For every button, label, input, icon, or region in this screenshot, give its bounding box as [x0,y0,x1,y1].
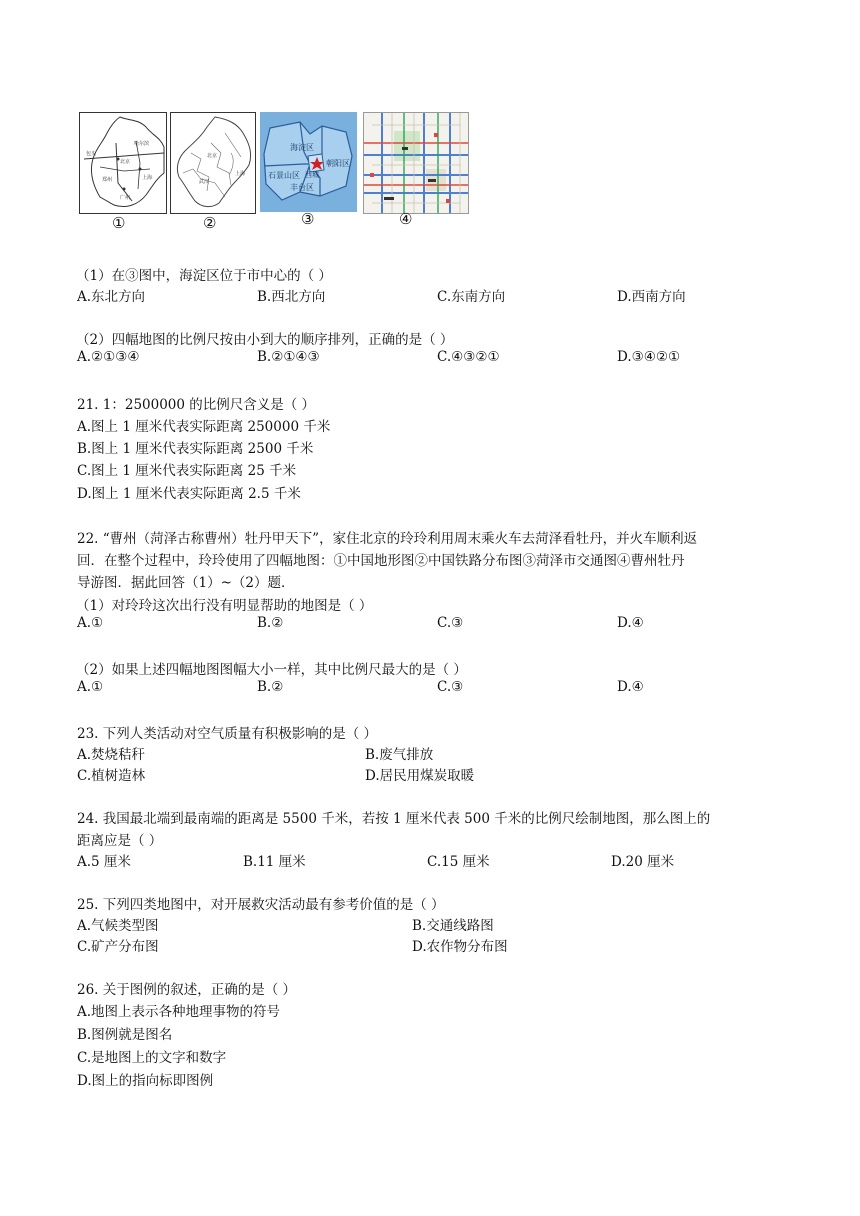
q20-sub1-option-c[interactable]: C.东南方向 [437,289,506,305]
q26-option-c[interactable]: C.是地图上的文字和数字 [77,1050,227,1066]
q22-sub2-stem: （2）如果上述四幅地图图幅大小一样，其中比例尺最大的是（ ） [76,662,467,678]
map3-label-haidian: 海淀区 [290,143,314,152]
q23-option-d[interactable]: D.居民用煤炭取暖 [365,768,475,784]
q23-option-a[interactable]: A.焚烧秸秆 [77,747,146,763]
q20-sub2-option-b[interactable]: B.②①④③ [257,349,320,365]
q22-stem-line-1: 22. “曹州（菏泽古称曹州）牡丹甲天下”，家住北京的玲玲利用周末乘火车去菏泽看牡丹，并火车顺利返 [77,531,698,547]
q22-sub1-option-d[interactable]: D.④ [617,615,644,631]
map-1-image [79,112,167,214]
map-4-image [363,112,469,214]
q23-option-b[interactable]: B.废气排放 [365,747,434,763]
q21-option-c[interactable]: C.图上 1 厘米代表实际距离 25 千米 [77,463,297,479]
q24-stem-line-2: 距离应是（ ） [77,833,163,849]
q22-sub2-option-d[interactable]: D.④ [617,679,644,695]
svg-text:北京: 北京 [120,159,131,165]
svg-text:郑州: 郑州 [102,177,113,183]
q24-option-d[interactable]: D.20 厘米 [611,854,675,870]
q20-sub1-stem: （1）在③图中，海淀区位于市中心的（ ） [76,268,332,284]
map-2-image [170,112,256,214]
svg-text:武汉: 武汉 [199,179,210,185]
map-3-caption: ③ [301,210,315,228]
svg-text:北京: 北京 [207,153,218,159]
svg-text:哈尔滨: 哈尔滨 [134,141,150,147]
q21-stem: 21. 1：2500000 的比例尺含义是（ ） [77,397,316,413]
q20-sub2-option-a[interactable]: A.②①③④ [77,349,140,365]
q22-sub2-option-c[interactable]: C.③ [437,679,464,695]
q24-option-a[interactable]: A.5 厘米 [77,854,131,870]
q23-option-c[interactable]: C.植树造林 [77,768,146,784]
q20-sub2-stem: （2）四幅地图的比例尺按由小到大的顺序排列，正确的是（ ） [76,332,454,348]
q25-option-b[interactable]: B.交通线路图 [412,918,494,934]
map-2-caption: ② [203,214,217,232]
q20-sub1-option-d[interactable]: D.西南方向 [617,289,686,305]
q22-stem-line-3: 导游图．据此回答（1）~（2）题． [77,575,295,591]
q21-option-a[interactable]: A.图上 1 厘米代表实际距离 250000 千米 [77,419,331,435]
q25-stem: 25. 下列四类地图中，对开展救灾活动最有参考价值的是（ ） [77,897,445,913]
svg-text:上海: 上海 [142,175,153,181]
map-1-caption: ① [112,214,126,232]
q23-stem: 23. 下列人类活动对空气质量有积极影响的是（ ） [77,726,378,742]
q21-option-b[interactable]: B.图上 1 厘米代表实际距离 2500 千米 [77,441,314,457]
q25-option-a[interactable]: A.气候类型图 [77,918,159,934]
svg-text:广州: 广州 [120,195,131,201]
q20-sub2-option-c[interactable]: C.④③②① [437,349,500,365]
map-4-caption: ④ [399,210,413,228]
q22-sub1-stem: （1）对玲玲这次出行没有明显帮助的地图是（ ） [76,598,373,614]
q24-stem-line-1: 24. 我国最北端到最南端的距离是 5500 千米，若按 1 厘米代表 500 千米的比例尺绘制地图，那么图上的 [77,811,711,827]
map3-label-fengtai: 丰台区 [290,183,314,192]
q22-sub1-option-c[interactable]: C.③ [437,615,464,631]
q22-sub2-option-b[interactable]: B.② [257,679,284,695]
q26-option-a[interactable]: A.地图上表示各种地理事物的符号 [77,1004,281,1020]
q26-option-d[interactable]: D.图上的指向标即图例 [77,1073,214,1089]
q22-stem-line-2: 回．在整个过程中，玲玲使用了四幅地图：①中国地形图②中国铁路分布图③菏泽市交通图④曹州牡丹 [77,553,685,569]
q24-option-c[interactable]: C.15 厘米 [427,854,490,870]
q26-option-b[interactable]: B.图例就是图名 [77,1027,173,1043]
map3-label-shijingshan: 石景山区 [268,171,300,180]
q25-option-d[interactable]: D.农作物分布图 [412,939,508,955]
q24-option-b[interactable]: B.11 厘米 [243,854,306,870]
svg-text:包头: 包头 [86,151,97,157]
q22-sub2-option-a[interactable]: A.① [77,679,104,695]
svg-text:上海: 上海 [235,171,246,177]
q26-stem: 26. 关于图例的叙述，正确的是（ ） [77,982,297,998]
map-3-image [260,112,357,212]
q20-sub2-option-d[interactable]: D.③④②① [617,349,681,365]
q22-sub1-option-b[interactable]: B.② [257,615,284,631]
q21-option-d[interactable]: D.图上 1 厘米代表实际距离 2.5 千米 [77,486,301,502]
q20-sub1-option-a[interactable]: A.东北方向 [77,289,146,305]
q25-option-c[interactable]: C.矿产分布图 [77,939,159,955]
map3-label-xicheng: 西城 [305,171,319,179]
q22-sub1-option-a[interactable]: A.① [77,615,104,631]
map-figure-row [79,112,479,232]
q20-sub1-option-b[interactable]: B.西北方向 [257,289,326,305]
map3-label-chaoyang: 朝阳区 [326,159,350,168]
